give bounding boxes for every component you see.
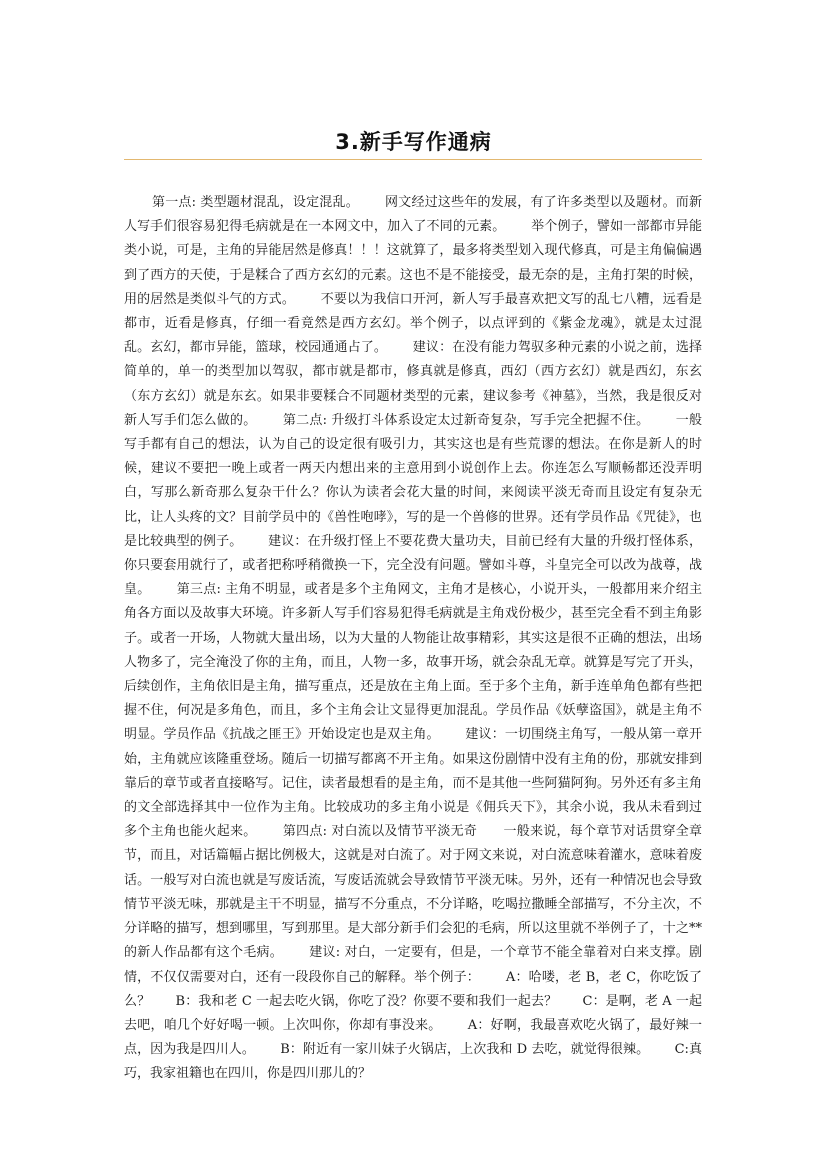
page-title: 3.新手写作通病 xyxy=(335,130,492,155)
title-divider xyxy=(124,159,702,160)
body-paragraph: 第一点: 类型题材混乱，设定混乱。 网文经过这些年的发展，有了许多类型以及题材。而新人写手们很容易犯得毛病就是在一本网文中，加入了不同的元素。 举个例子，譬如一部都市异能类小说，可是，主角的异能居然是修真！！！这就算了，最多将类型划入现代修真，可是主角偏偏遇到了西方的天使，于是糅合了西方玄幻的元素。这也不是不能接受，最无奈的是，主角打架的时候，用的居然是类似斗气的方式。 不要以为我信口开河，新人写手最喜欢把文写的乱七八糟，远看是都市，近看是修真，仔细一看竟然是西方玄幻。举个例子，以点评到的《紫金龙魂》，就是太过混乱。玄幻，都市异能，篮球，校园通通占了。 建议：在没有能力驾驭多种元素的小说之前，选择简单的，单一的类型加以驾驭，都市就是都市，修真就是修真，西幻（西方玄幻）就是西幻，东玄（东方玄幻）就是东玄。如果非要糅合不同题材类型的元素，建议参考《神墓》，当然，我是很反对新人写手们怎么做的。 第二点: 升级打斗体系设定太过新奇复杂，写手完全把握不住。 一般写手都有自己的想法，认为自己的设定很有吸引力，其实这也是有些荒谬的想法。在你是新人的时候，建议不要把一晚上或者一两天内想出来的主意用到小说创作上去。你连怎么写顺畅都还没弄明白，写那么新奇那么复杂干什么？你认为读者会花大量的时间，来阅读平淡无奇而且设定有复杂无比，让人头疼的文？目前学员中的《兽性咆哮》，写的是一个兽修的世界。还有学员作品《咒徒》，也是比较典型的例子。 建议：在升级打怪上不要花费大量功夫，目前已经有大量的升级打怪体系，你只要套用就行了，或者把称呼稍微换一下，完全没有问题。譬如斗尊，斗皇完全可以改为战尊，战皇。 第三点: 主角不明显，或者是多个主角网文，主角才是核心，小说开头，一般都用来介绍主角各方面以及故事大环境。许多新人写手们容易犯得毛病就是主角戏份极少，甚至完全看不到主角影子。或者一开场，人物就大量出场，以为大量的人物能让故事精彩，其实这是很不正确的想法，出场人物多了，完全淹没了你的主角，而且，人物一多，故事开场，就会杂乱无章。就算是写完了开头，后续创作，主角依旧是主角，描写重点，还是放在主角上面。至于多个主角，新手连单角色都有些把握不住，何况是多角色，而且，多个主角会让文显得更加混乱。学员作品《妖孽盗国》，就是主角不明显。学员作品《抗战之匪王》开始设定也是双主角。 建议：一切围绕主角写，一般从第一章开始，主角就应该隆重登场。随后一切描写都离不开主角。如果这份剧情中没有主角的份，那就安排到靠后的章节或者直接略写。记住，读者最想看的是主角，而不是其他一些阿猫阿狗。另外还有多主角的文全部选择其中一位作为主角。比较成功的多主角小说是《佣兵天下》，其余小说，我从未看到过多个主角也能火起来。 第四点: 对白流以及情节平淡无奇 一般来说，每个章节对话贯穿全章节，而且，对话篇幅占据比例极大，这就是对白流了。对于网文来说，对白流意味着灌水，意味着废话。一般写对白流也就是写废话流，写废话流就会导致情节平淡无味。另外，还有一种情况也会导致情节平淡无味，那就是主干不明显，描写不分重点，不分详略，吃喝拉撒睡全部描写，不分主次，不分详略的描写，想到哪里，写到那里。是大部分新手们会犯的毛病，所以这里就不举例子了，十之**的新人作品都有这个毛病。 建议: 对白，一定要有，但是，一个章节不能全靠着对白来支撑。剧情，不仅仅需要对白，还有一段段你自己的解释。举个例子： A：哈喽，老 B，老 C，你吃饭了么？ B：我和老 C 一起去吃火锅，你吃了没？你要不要和我们一起去？ C：是啊，老 A 一起去吧，咱几个好好喝一顿。上次叫你，你却有事没来。 A：好啊，我最喜欢吃火锅了，最好辣一点，因为我是四川人。 B：附近有一家川妹子火锅店，上次我和 D 去吃，就觉得很辣。 C:真巧，我家祖籍也在四川，你是四川那儿的？ xyxy=(124,195,702,1082)
